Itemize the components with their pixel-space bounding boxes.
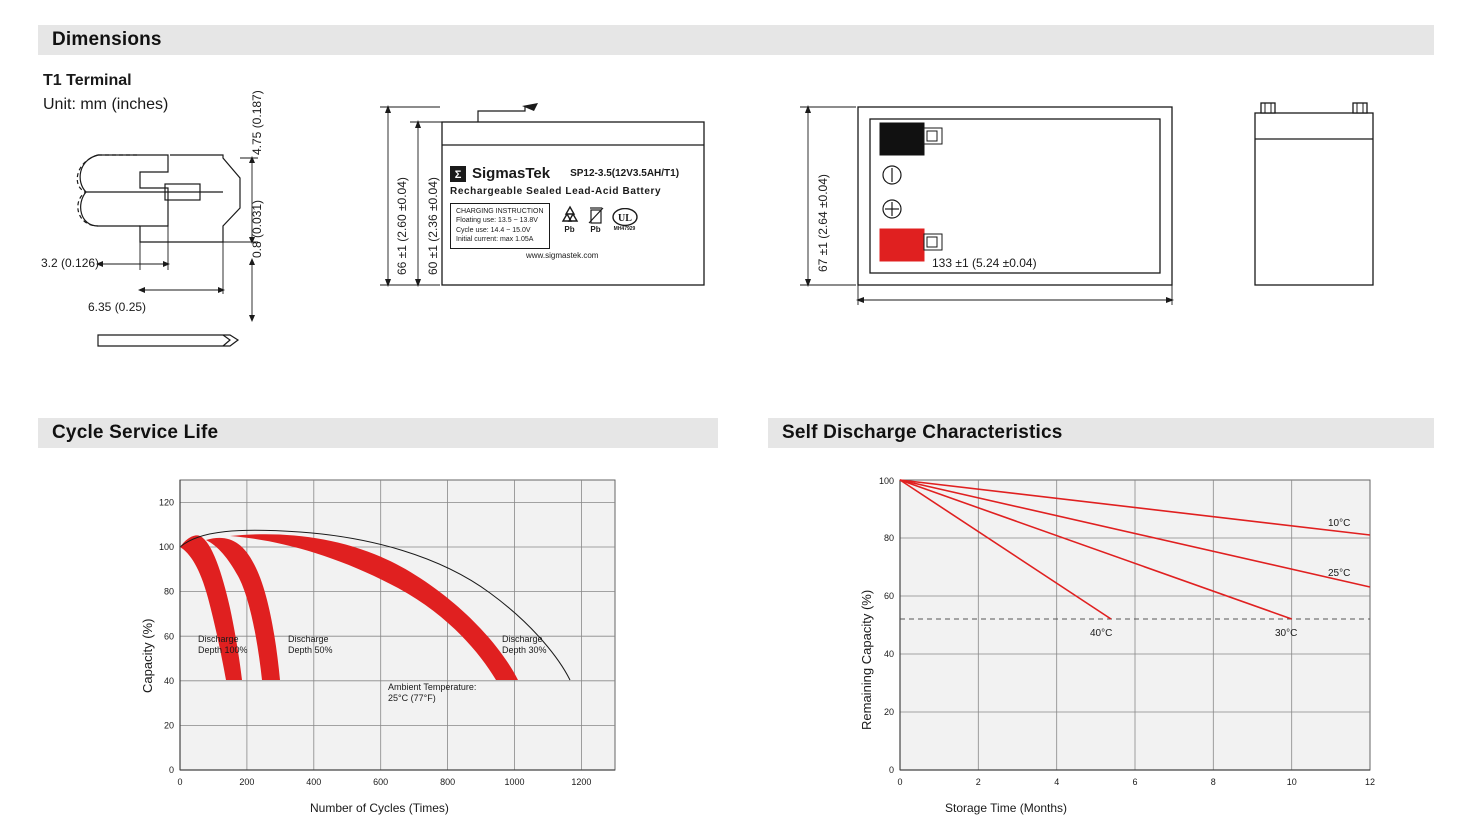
dim-thickness-label: 0.8 (0.031): [250, 199, 264, 258]
ul-mark-icon: [612, 208, 638, 226]
svg-text:800: 800: [440, 777, 456, 787]
svg-text:40°C: 40°C: [1090, 628, 1113, 639]
unit-label: Unit: mm (inches): [43, 96, 169, 113]
svg-text:4: 4: [1054, 777, 1060, 787]
svg-text:100: 100: [158, 542, 174, 553]
cycle-service-life-chart: [130, 468, 650, 818]
battery-total-height-dim: 66 ±1 (2.60 ±0.04): [395, 177, 409, 275]
svg-text:8: 8: [1210, 777, 1216, 787]
svg-text:0: 0: [168, 765, 174, 775]
recycle-label: Pb: [564, 225, 575, 234]
svg-text:Ambient Temperature:: Ambient Temperature:: [388, 682, 477, 692]
battery-side-view: [1245, 95, 1385, 315]
svg-text:25°C (77°F): 25°C (77°F): [388, 693, 436, 703]
svg-text:20: 20: [883, 707, 894, 717]
svg-text:40: 40: [163, 675, 174, 686]
section-header-self-discharge: [768, 418, 1434, 448]
svg-text:12: 12: [1364, 777, 1376, 787]
svg-text:Depth 50%: Depth 50%: [288, 645, 333, 655]
charging-line-2: Cycle use: 14.4 ~ 15.0V: [456, 226, 531, 234]
dim-width-small-label: 3.2 (0.126): [41, 256, 100, 270]
sigma-logo-icon: [450, 166, 466, 182]
charging-title: CHARGING INSTRUCTION: [456, 208, 544, 215]
svg-text:600: 600: [373, 777, 389, 787]
charging-line-3: Initial current: max 1.05A: [456, 236, 534, 244]
svg-text:UL: UL: [617, 212, 632, 224]
svg-text:10°C: 10°C: [1328, 518, 1351, 529]
no-trash-icon: [588, 205, 604, 225]
svg-text:Σ: Σ: [454, 168, 462, 181]
section-title: Dimensions: [52, 29, 162, 50]
svg-text:0: 0: [177, 777, 183, 787]
svg-text:6: 6: [1132, 777, 1138, 787]
svg-text:400: 400: [306, 777, 322, 787]
battery-width-dim: 133 ±1 (5.24 ±0.04): [932, 256, 1037, 270]
charging-line-1: Floating use: 13.5 ~ 13.8V: [456, 217, 538, 225]
section-title: Cycle Service Life: [52, 422, 219, 443]
svg-text:1000: 1000: [504, 777, 525, 787]
battery-label-area: [450, 165, 700, 285]
battery-model: SP12-3.5(12V3.5AH/T1): [570, 168, 680, 179]
svg-text:Depth 30%: Depth 30%: [502, 645, 547, 655]
svg-text:Discharge: Discharge: [288, 634, 329, 644]
svg-text:80: 80: [883, 533, 894, 543]
battery-depth-dim: 67 ±1 (2.64 ±0.04): [816, 174, 830, 272]
svg-text:0: 0: [897, 777, 903, 787]
svg-text:80: 80: [163, 586, 174, 597]
svg-text:1200: 1200: [571, 777, 592, 787]
svg-text:200: 200: [239, 777, 255, 787]
svg-text:60: 60: [163, 631, 174, 642]
svg-text:10: 10: [1286, 777, 1297, 787]
svg-text:Storage Time (Months): Storage Time (Months): [945, 801, 1068, 815]
svg-text:60: 60: [883, 591, 894, 601]
ul-file-number: MH47929: [613, 225, 636, 232]
svg-text:30°C: 30°C: [1275, 628, 1298, 639]
trash-label: Pb: [590, 225, 601, 234]
svg-text:120: 120: [158, 497, 174, 508]
section-header-cycle-service-life: [38, 418, 718, 448]
svg-text:Number of Cycles (Times): Number of Cycles (Times): [310, 801, 449, 815]
svg-text:100: 100: [878, 476, 894, 486]
website-label: www.sigmastek.com: [526, 250, 599, 260]
svg-text:2: 2: [975, 777, 981, 787]
svg-text:Capacity (%): Capacity (%): [140, 618, 155, 693]
svg-text:25°C: 25°C: [1328, 568, 1351, 579]
recycle-icon: [560, 205, 580, 225]
svg-text:Remaining Capacity (%): Remaining Capacity (%): [859, 589, 874, 730]
svg-text:20: 20: [163, 720, 174, 731]
svg-text:0: 0: [888, 765, 894, 775]
brand-name: SigmasTek: [472, 165, 551, 182]
t1-terminal-title: T1 Terminal: [43, 72, 132, 89]
svg-text:Discharge: Discharge: [502, 634, 543, 644]
svg-text:Discharge: Discharge: [198, 634, 239, 644]
battery-top-view: [790, 95, 1190, 315]
svg-text:Depth 100%: Depth 100%: [198, 645, 248, 655]
dim-width-large-label: 6.35 (0.25): [88, 300, 147, 314]
self-discharge-chart: [845, 468, 1405, 818]
charging-instruction-box: [450, 203, 550, 249]
t1-terminal-drawing: [40, 130, 330, 370]
section-title: Self Discharge Characteristics: [782, 422, 1063, 443]
battery-subtitle: Rechargeable Sealed Lead-Acid Battery: [450, 186, 662, 197]
battery-case-height-dim: 60 ±1 (2.36 ±0.04): [426, 177, 440, 275]
section-header-dimensions: [38, 25, 1434, 55]
dim-height-label: 4.75 (0.187): [250, 90, 264, 155]
svg-text:40: 40: [883, 649, 894, 659]
